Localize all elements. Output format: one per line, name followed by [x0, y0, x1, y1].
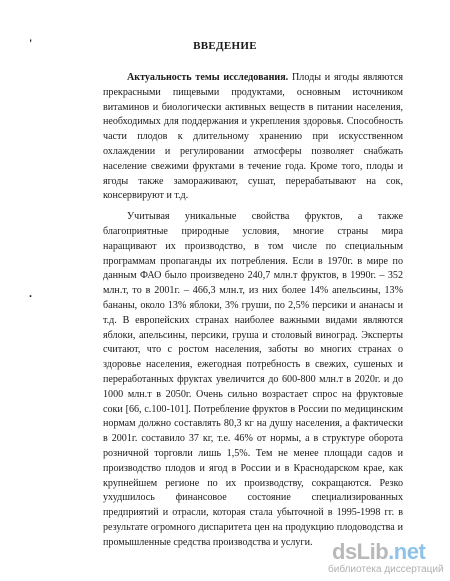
document-body — [103, 71, 403, 551]
watermark-logo: dsLib.net — [332, 539, 426, 564]
paragraph-bold-lead: Актуальность темы исследования. — [127, 72, 289, 83]
paragraph — [103, 71, 403, 204]
paragraph — [103, 210, 403, 550]
paragraph-text: Плоды и ягоды являются прекрасными пищевыми продуктами, основным источником витаминов и биологически активных веществ в питании населения, необходимых для поддержания и укрепления здоровья. Способность части плодов к длительному хранению при искусственном охлаждении и регулировании атмосферы позволяет снабжать население свежими фруктами в течение года. Кроме того, плоды и ягоды также замораживают, сушат, перерабатывают на сок, консервируют и т.д. — [103, 72, 403, 202]
scan-mark: . — [29, 286, 32, 300]
watermark — [324, 539, 444, 577]
scan-mark: ' — [29, 36, 33, 50]
paragraph-text: Учитывая уникальные свойства фруктов, а также благоприятные природные условия, многие страны мира наращивают их производство, в том числе по специальным программам пропаганды их потребления. Если в 1970г. в мире по данным ФАО было произведено 240,7 млн.т фруктов, в 1990г. – 352 млн.т, то в 2001г. – 466,3 млн.т, из них более 14% апельсины, 13% бананы, около 13% яблоки, 3% груши, по 2,5% персики и ананасы и т.д. В европейских странах наиболее важными видами являются яблоки, апельсины, персики, груша и столовый виноград. Эксперты считают, что с ростом населения, заботы во многих странах о здоровье населения, ежегодная потребность в свежих, сушеных и переработанных фруктах увеличится до 600-800 млн.т в 2020г. и до 1000 млн.т в 2050г. Очень сильно возрастает спрос на фруктовые соки [66, с.100-101]. Потребление фруктов в России по медицинским нормам должно составлять 80,3 кг на душу населения, а фактически в 2001г. составило 37 кг, т.е. 46% от нормы, а в структуре оборота розничной торговли лишь 1,5%. Тем не менее площади садов и производство плодов и ягод в России и в Краснодарском крае, как крупнейшем регионе по их производству, сокращаются. Резко ухудшилось финансовое состояние специализированных предприятий и отрасли, которая стала убыточной в 1995-1998 гг. в результате огромного диспаритета цен на продукцию плодоводства и промышленные средства производства и услуги. — [103, 211, 403, 548]
page-title: ВВЕДЕНИЕ — [193, 40, 257, 52]
watermark-tagline: библиотека диссертаций — [328, 564, 444, 575]
